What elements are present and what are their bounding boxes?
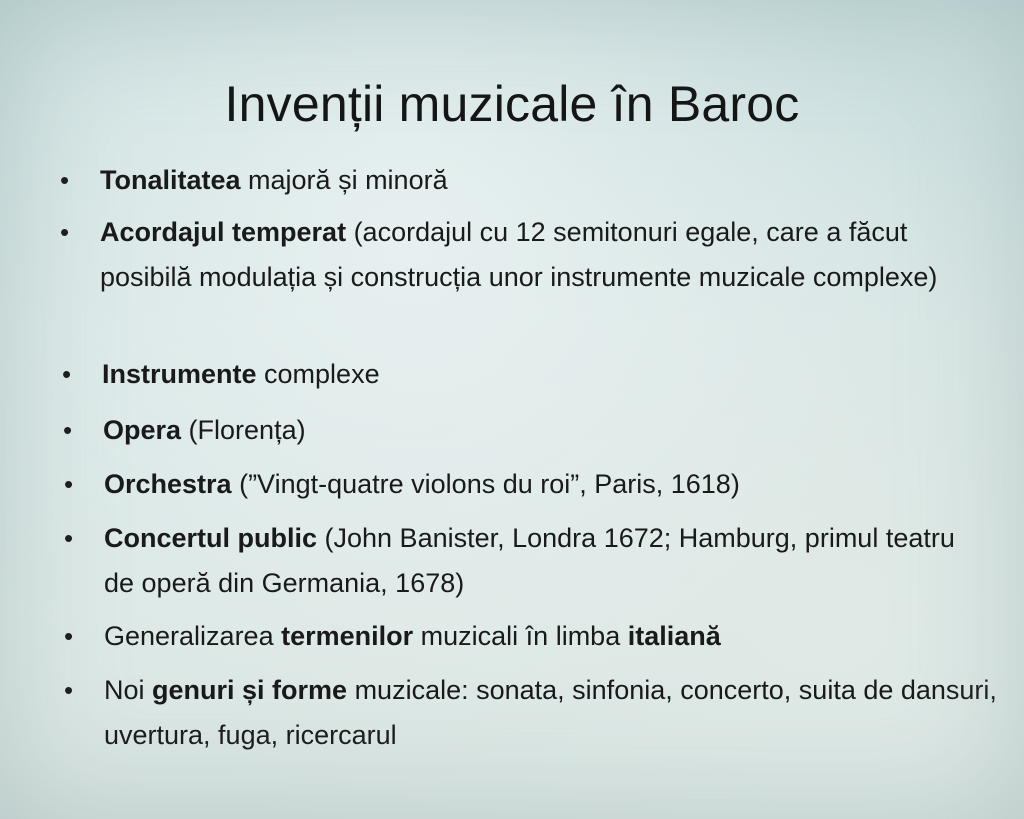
bullet-plain-text: Noi (104, 675, 153, 705)
bullet-plain-text: muzicali în limba (413, 621, 628, 651)
bullet-plain-text: (Florența) (181, 415, 306, 445)
bullet-text (104, 516, 964, 606)
bullet-bold-term: genuri și forme (152, 675, 348, 705)
bullet-text (102, 352, 982, 397)
bullet-dot-icon: • (64, 675, 74, 705)
bullet-plain-text: (”Vingt-quatre violons du roi”, Paris, 1618) (231, 469, 740, 499)
bullet-text (104, 614, 984, 659)
bullet-dot-icon: • (64, 523, 74, 553)
bullet-plain-text: (John Banister, Londra 1672; Hamburg, primul teatru de operă din Germania, 1678) (104, 523, 955, 598)
bullet-text (103, 408, 983, 453)
bullet-bold-term: Acordajul temperat (100, 217, 347, 247)
bullet-dot-icon: • (63, 415, 73, 445)
bullet-text (100, 210, 980, 300)
bullet-text (104, 462, 984, 507)
bullet-plain-text: complexe (256, 359, 380, 389)
bullet-bold-term: Instrumente (102, 359, 257, 389)
bullet-text (100, 158, 980, 203)
bullet-dot-icon: • (62, 359, 72, 389)
bullet-dot-icon: • (64, 621, 74, 651)
bullet-plain-text: (acordajul cu 12 semitonuri egale, care a făcut posibilă modulația și construcția unor instrumente muzicale complexe) (100, 217, 938, 292)
bullet-dot-icon: • (60, 217, 70, 247)
bullet-bold-term: italiană (627, 621, 721, 651)
bullet-bold-term: Orchestra (104, 469, 232, 499)
bullet-plain-text: muzicale: sonata, sinfonia, concerto, suita de dansuri, uvertura, fuga, ricercarul (104, 675, 997, 750)
bullet-plain-text: Generalizarea (104, 621, 282, 651)
bullet-bold-term: termenilor (281, 621, 414, 651)
bullet-bold-term: Concertul public (104, 523, 318, 553)
slide-title: Invenții muzicale în Baroc (224, 76, 800, 132)
bullet-bold-term: Opera (103, 415, 182, 445)
bullet-text (104, 668, 1004, 758)
bullet-bold-term: Tonalitatea (100, 165, 241, 195)
bullet-dot-icon: • (64, 469, 74, 499)
bullet-plain-text: majoră și minoră (240, 165, 448, 195)
bullet-dot-icon: • (60, 165, 70, 195)
